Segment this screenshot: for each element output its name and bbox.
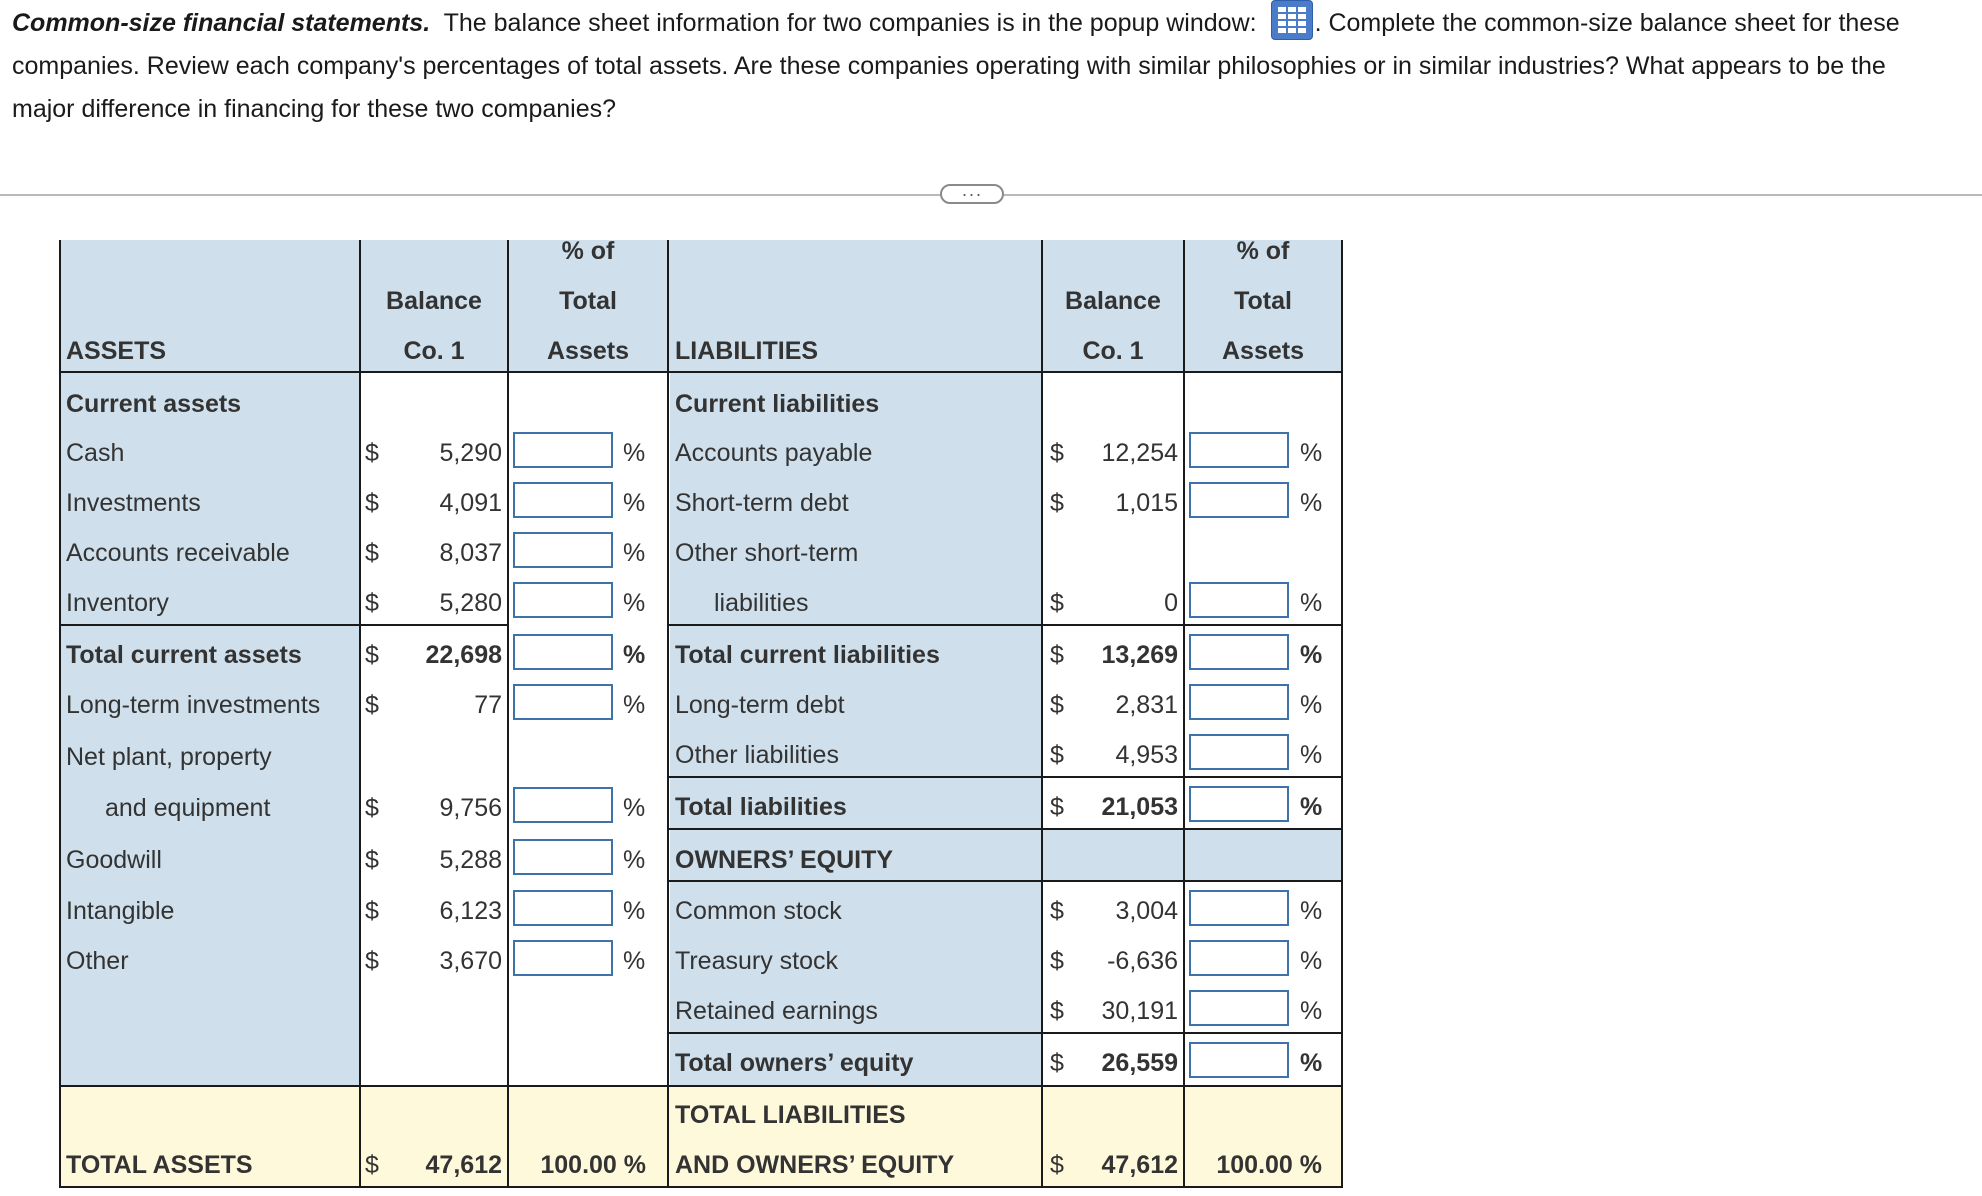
liability-value-long-term-debt: 2,831 xyxy=(1115,691,1178,719)
liability-label-other: Other liabilities xyxy=(675,741,839,769)
asset-value-net-plant: 9,756 xyxy=(439,794,502,822)
asset-value-other: 3,670 xyxy=(439,947,502,975)
pct-input-other-liabilities[interactable] xyxy=(1189,734,1289,770)
pct-input-other-assets[interactable] xyxy=(513,940,613,976)
currency-sign: $ xyxy=(365,897,379,925)
currency-sign: $ xyxy=(365,439,379,467)
currency-sign: $ xyxy=(1050,691,1064,719)
percent-sign: % xyxy=(623,691,646,719)
currency-sign: $ xyxy=(365,1151,379,1179)
percent-sign: % xyxy=(1300,691,1323,719)
pct-of-header-left: % of xyxy=(561,237,615,265)
currency-sign: $ xyxy=(1050,489,1064,517)
asset-value-cash: 5,290 xyxy=(439,439,502,467)
asset-label-net-plant-cont: and equipment xyxy=(105,794,271,822)
percent-sign: % xyxy=(1300,997,1323,1025)
asset-value-total-current: 22,698 xyxy=(425,641,502,669)
currency-sign: $ xyxy=(365,947,379,975)
liability-label-accounts-payable: Accounts payable xyxy=(675,439,873,467)
equity-value-retained-earnings: 30,191 xyxy=(1101,997,1178,1025)
total-header-left: Total xyxy=(559,287,617,315)
asset-label-total-current: Total current assets xyxy=(66,641,302,669)
equity-label-treasury-stock: Treasury stock xyxy=(675,947,839,975)
currency-sign: $ xyxy=(1050,1151,1064,1179)
currency-sign: $ xyxy=(1050,1049,1064,1077)
problem-line1-end: . Complete the common-size balance sheet for these xyxy=(1314,9,1900,37)
liability-label-total: Total liabilities xyxy=(675,793,847,821)
asset-value-investments: 4,091 xyxy=(439,489,502,517)
percent-sign: % xyxy=(623,641,646,669)
currency-sign: $ xyxy=(1050,741,1064,769)
current-assets-heading: Current assets xyxy=(66,390,242,418)
total-assets-label: TOTAL ASSETS xyxy=(66,1151,253,1179)
currency-sign: $ xyxy=(365,641,379,669)
liability-value-total-current: 13,269 xyxy=(1101,641,1178,669)
total-assets-pct: 100.00 % xyxy=(540,1151,646,1179)
pct-input-investments[interactable] xyxy=(513,482,613,518)
percent-sign: % xyxy=(623,539,646,567)
asset-value-inventory: 5,280 xyxy=(439,589,502,617)
asset-label-intangible: Intangible xyxy=(66,897,175,925)
problem-line3: major difference in financing for these two companies? xyxy=(12,95,617,123)
currency-sign: $ xyxy=(1050,641,1064,669)
pct-input-inventory[interactable] xyxy=(513,582,613,618)
liability-value-total: 21,053 xyxy=(1101,793,1178,821)
pct-input-common-stock[interactable] xyxy=(1189,890,1289,926)
asset-value-goodwill: 5,288 xyxy=(439,846,502,874)
percent-sign: % xyxy=(1300,793,1323,821)
asset-label-accounts-receivable: Accounts receivable xyxy=(66,539,290,567)
percent-sign: % xyxy=(1300,489,1323,517)
liability-label-other-short-term-cont: liabilities xyxy=(714,589,809,617)
percent-sign: % xyxy=(623,489,646,517)
percent-sign: % xyxy=(623,846,646,874)
owners-equity-heading: OWNERS’ EQUITY xyxy=(675,846,894,874)
expand-more-button[interactable]: ··· xyxy=(940,184,1004,204)
percent-sign: % xyxy=(1300,589,1323,617)
currency-sign: $ xyxy=(1050,793,1064,821)
percent-sign: % xyxy=(623,439,646,467)
percent-sign: % xyxy=(1300,1049,1323,1077)
pct-input-cash[interactable] xyxy=(513,432,613,468)
total-assets-value: 47,612 xyxy=(425,1151,502,1179)
total-liab-equity-pct: 100.00 % xyxy=(1216,1151,1322,1179)
liability-value-other: 4,953 xyxy=(1115,741,1178,769)
assets-pct-header-left: Assets xyxy=(547,337,629,365)
equity-value-total: 26,559 xyxy=(1101,1049,1178,1077)
equity-label-common-stock: Common stock xyxy=(675,897,842,925)
pct-input-total-current-assets[interactable] xyxy=(513,634,613,670)
pct-input-accounts-payable[interactable] xyxy=(1189,432,1289,468)
currency-sign: $ xyxy=(365,539,379,567)
pct-input-long-term-debt[interactable] xyxy=(1189,684,1289,720)
pct-input-total-current-liabilities[interactable] xyxy=(1189,634,1289,670)
co1-header-right: Co. 1 xyxy=(1082,337,1144,365)
total-liab-equity-label-1: TOTAL LIABILITIES xyxy=(675,1101,906,1129)
equity-value-treasury-stock: -6,636 xyxy=(1107,947,1178,975)
problem-title: Common-size financial statements. xyxy=(12,9,431,37)
problem-line2: companies. Review each company's percentages of total assets. Are these companies operating with similar philosophies or in similar industries? What appears to be the xyxy=(12,52,1886,80)
problem-line1-text: The balance sheet information for two companies is in the popup window: xyxy=(443,9,1257,37)
pct-input-other-short-term[interactable] xyxy=(1189,582,1289,618)
assets-header: ASSETS xyxy=(66,337,167,365)
assets-pct-header-right: Assets xyxy=(1222,337,1304,365)
liability-value-accounts-payable: 12,254 xyxy=(1101,439,1178,467)
currency-sign: $ xyxy=(1050,947,1064,975)
pct-input-short-term-debt[interactable] xyxy=(1189,482,1289,518)
percent-sign: % xyxy=(623,947,646,975)
percent-sign: % xyxy=(1300,741,1323,769)
problem-statement xyxy=(12,0,1982,131)
liability-value-other-short-term: 0 xyxy=(1164,589,1178,617)
percent-sign: % xyxy=(1300,439,1323,467)
percent-sign: % xyxy=(1300,897,1323,925)
currency-sign: $ xyxy=(365,794,379,822)
pct-input-accounts-receivable[interactable] xyxy=(513,532,613,568)
liability-label-short-term-debt: Short-term debt xyxy=(675,489,849,517)
pct-input-long-term-investments[interactable] xyxy=(513,684,613,720)
asset-label-other: Other xyxy=(66,947,129,975)
liabilities-header: LIABILITIES xyxy=(675,337,819,365)
currency-sign: $ xyxy=(365,589,379,617)
currency-sign: $ xyxy=(365,489,379,517)
pct-input-total-owners-equity[interactable] xyxy=(1189,1042,1289,1078)
total-liab-equity-label-2: AND OWNERS’ EQUITY xyxy=(675,1151,955,1179)
asset-label-net-plant: Net plant, property xyxy=(66,743,272,771)
asset-value-intangible: 6,123 xyxy=(439,897,502,925)
total-liab-equity-value: 47,612 xyxy=(1101,1151,1178,1179)
percent-sign: % xyxy=(1300,947,1323,975)
percent-sign: % xyxy=(623,589,646,617)
current-liabilities-heading: Current liabilities xyxy=(675,390,880,418)
asset-value-accounts-receivable: 8,037 xyxy=(439,539,502,567)
equity-value-common-stock: 3,004 xyxy=(1115,897,1178,925)
pct-input-intangible[interactable] xyxy=(513,890,613,926)
liability-label-long-term-debt: Long-term debt xyxy=(675,691,845,719)
co1-header-left: Co. 1 xyxy=(403,337,465,365)
currency-sign: $ xyxy=(1050,589,1064,617)
asset-value-long-term-investments: 77 xyxy=(474,691,502,719)
liability-value-short-term-debt: 1,015 xyxy=(1115,489,1178,517)
pct-input-treasury-stock[interactable] xyxy=(1189,940,1289,976)
pct-input-retained-earnings[interactable] xyxy=(1189,990,1289,1026)
pct-input-total-liabilities[interactable] xyxy=(1189,786,1289,822)
liability-label-total-current: Total current liabilities xyxy=(675,641,940,669)
balance-header-right: Balance xyxy=(1065,287,1161,315)
currency-sign: $ xyxy=(1050,997,1064,1025)
currency-sign: $ xyxy=(1050,439,1064,467)
total-header-right: Total xyxy=(1234,287,1292,315)
balance-header-left: Balance xyxy=(386,287,482,315)
data-table-icon[interactable] xyxy=(1271,0,1313,40)
percent-sign: % xyxy=(1300,641,1323,669)
pct-input-goodwill[interactable] xyxy=(513,839,613,875)
asset-label-goodwill: Goodwill xyxy=(66,846,162,874)
currency-sign: $ xyxy=(365,846,379,874)
equity-label-total: Total owners’ equity xyxy=(675,1049,914,1077)
asset-label-cash: Cash xyxy=(66,439,125,467)
asset-label-investments: Investments xyxy=(66,489,201,517)
currency-sign: $ xyxy=(365,691,379,719)
percent-sign: % xyxy=(623,794,646,822)
equity-label-retained-earnings: Retained earnings xyxy=(675,997,878,1025)
asset-label-long-term-investments: Long-term investments xyxy=(66,691,321,719)
asset-label-inventory: Inventory xyxy=(66,589,169,617)
percent-sign: % xyxy=(623,897,646,925)
pct-of-header-right: % of xyxy=(1236,237,1290,265)
liability-label-other-short-term: Other short-term xyxy=(675,539,859,567)
currency-sign: $ xyxy=(1050,897,1064,925)
pct-input-net-plant[interactable] xyxy=(513,787,613,823)
